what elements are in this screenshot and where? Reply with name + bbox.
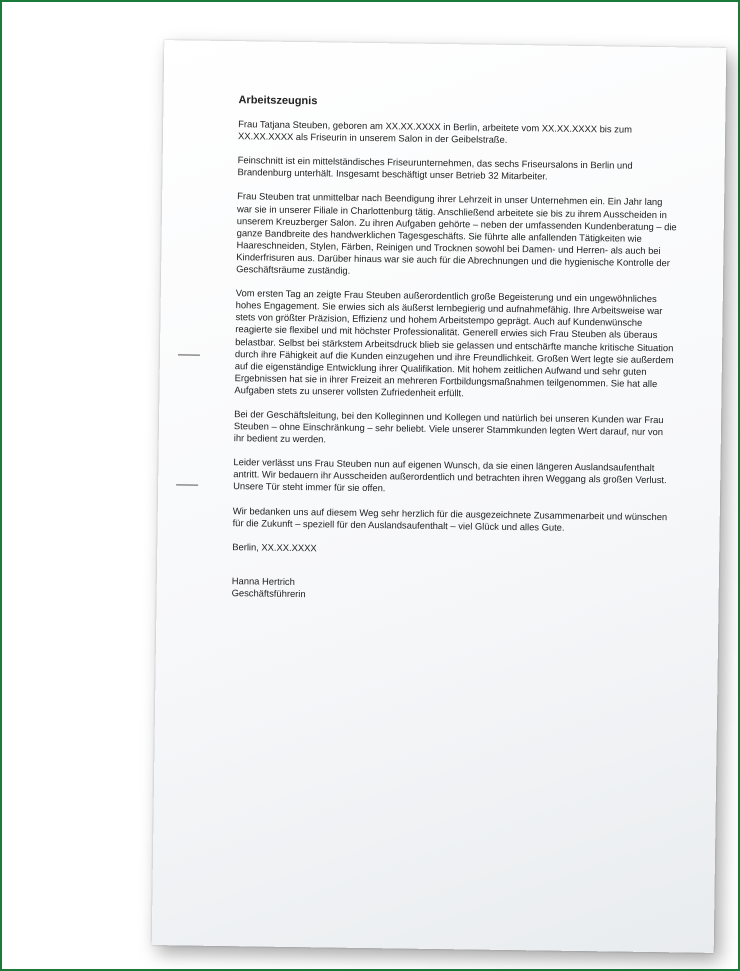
paragraph-employment: Frau Tatjana Steuben, geboren am XX.XX.XXXX in Berlin, arbeitete vom XX.XX.XXXX bis zum XX.XX.XXXX als Friseurin in unserem Salon in der Geibelstraße. — [237, 118, 633, 146]
document-body — [232, 94, 679, 605]
document-page — [152, 40, 727, 953]
place-date: Berlin, XX.XX.XXXX — [232, 540, 317, 554]
paragraph-performance: Vom ersten Tag an zeigte Frau Steuben außerordentlich große Begeisterung und ein ungewöhnliches hohes Engagement. Sie erwies sich als äußerst lernbegierig und aufnahmefähig. Ihre Arbeitsweise war stets von größter Präzision, Effizienz und hohem Arbeitstempo geprägt. Auch auf Kundenwünsche reagierte sie flexibel und mit höchster Professionalität. Generell erwies sich Frau Steuben als überaus belastbar. Selbst bei stärkstem Arbeitsdruck blieb sie gelassen und entschärfte manche kritische Situation durch ihre Fähigkeit auf die Kunden einzugehen und ihre Freundlichkeit. Großen Wert legte sie außerdem auf die eigenständige Entwicklung ihrer Qualifikation. Mit hohem zeitlichen Aufwand und sehr guten Ergebnissen hat sie in ihrer Freizeit an mehreren Fortbildungsmaßnahmen teilgenommen. Sie hat alle Aufgaben stets zu unserer vollsten Zufriedenheit erfüllt. — [234, 287, 674, 399]
paragraph-company: Feinschnitt ist ein mittelständisches Friseurunternehmen, das sechs Friseursalons in Berlin und Brandenburg unterhält. Insgesamt beschäftigt unser Betrieb 32 Mitarbeiter. — [237, 154, 633, 182]
document-title: Arbeitszeugnis — [238, 94, 318, 108]
fold-mark-top — [178, 354, 200, 355]
signer-role: Geschäftsführerin — [231, 587, 306, 600]
fold-mark-bottom — [176, 484, 198, 485]
signer-name: Hanna Hertrich — [231, 574, 295, 587]
paragraph-duties: Frau Steuben trat unmittelbar nach Beendigung ihrer Lehrzeit in unser Unternehmen ein. Ein Jahr lang war sie in unserer Filiale in Charlottenburg tätig. Anschließend arbeitete sie bis zu ihrem Ausscheiden in unserem Kreuzberger Salon. Zu ihren Aufgaben gehörte – neben der umfassenden Kundenberatung – die ganze Bandbreite des handwerklichen Tagesgeschäfts. Sie führte alle anfallenden Tätigkeiten wie Haareschneiden, Stylen, Färben, Reinigen und Trocknen sowohl bei Damen- und Herren- als auch bei Kinderfrisuren aus. Darüber hinaus war sie auch für die Abrechnungen und die hygienische Kontrolle der Geschäftsräume zuständig. — [236, 190, 677, 276]
paragraph-departure: Leider verlässt uns Frau Steuben nun auf eigenen Wunsch, da sie einen längeren Auslandsaufenthalt antritt. Wir bedauern ihr Ausscheiden außerordentlich und betrachten ihren Weggang als großen Verlust. Unsere Tür steht immer für sie offen. — [233, 456, 667, 494]
paragraph-conduct: Bei der Geschäftsleitung, bei den Kolleginnen und Kollegen und natürlich bei unseren Kunden war Frau Steuben – ohne Einschränkung – sehr beliebt. Viele unserer Stammkunden legten Wert darauf, nur von ihr bedient zu werden. — [233, 408, 664, 445]
paragraph-closing: Wir bedanken uns auf diesem Weg sehr herzlich für die ausgezeichnete Zusammenarbeit und wünschen für die Zukunft – speziell für den Auslandsaufenthalt – viel Glück und alles Gute. — [232, 504, 668, 533]
